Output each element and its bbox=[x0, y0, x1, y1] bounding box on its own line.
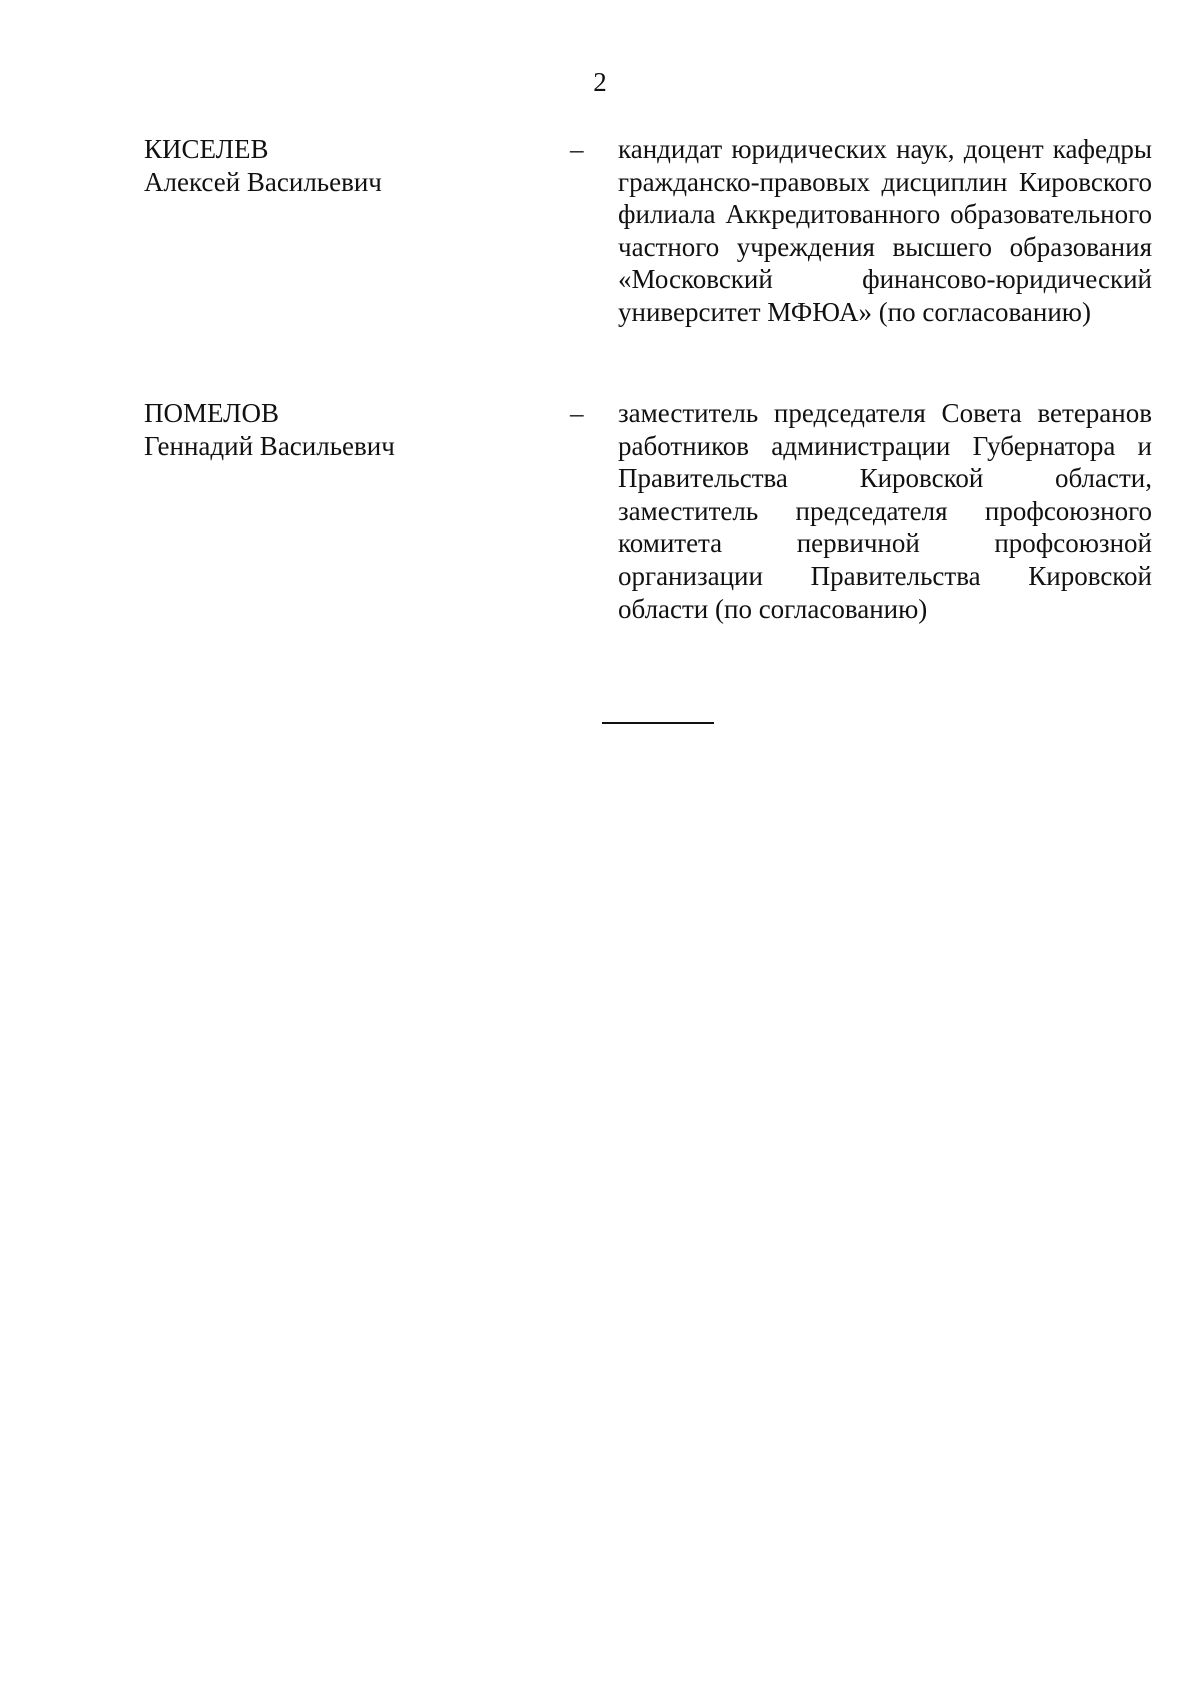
member-entry bbox=[0, 133, 1200, 397]
dash-separator: – bbox=[570, 398, 584, 428]
member-given-names: Алексей Васильевич bbox=[144, 166, 382, 197]
member-surname: КИСЕЛЕВ bbox=[144, 134, 269, 164]
page-number: 2 bbox=[593, 67, 607, 97]
member-entry bbox=[0, 397, 1200, 661]
end-of-list-rule bbox=[602, 722, 714, 724]
dash-separator: – bbox=[570, 134, 584, 164]
member-description: кандидат юридических наук, доцент кафедры гражданско-правовых дисциплин Кировского филиала Аккредитованного образовательного частного учреждения высшего образования «Московский финансово-юридический университет МФЮА» (по согласованию) bbox=[618, 134, 1152, 327]
member-name bbox=[144, 133, 524, 198]
member-given-names: Геннадий Васильевич bbox=[144, 430, 395, 461]
member-surname: ПОМЕЛОВ bbox=[144, 398, 279, 428]
member-description: заместитель председателя Совета ветеранов работников администрации Губернатора и Правительства Кировской области, заместитель председателя профсоюзного комитета первичной профсоюзной организации Правительства Кировской области (по согласованию) bbox=[618, 398, 1152, 624]
members-list bbox=[0, 133, 1200, 661]
member-name bbox=[144, 397, 524, 462]
